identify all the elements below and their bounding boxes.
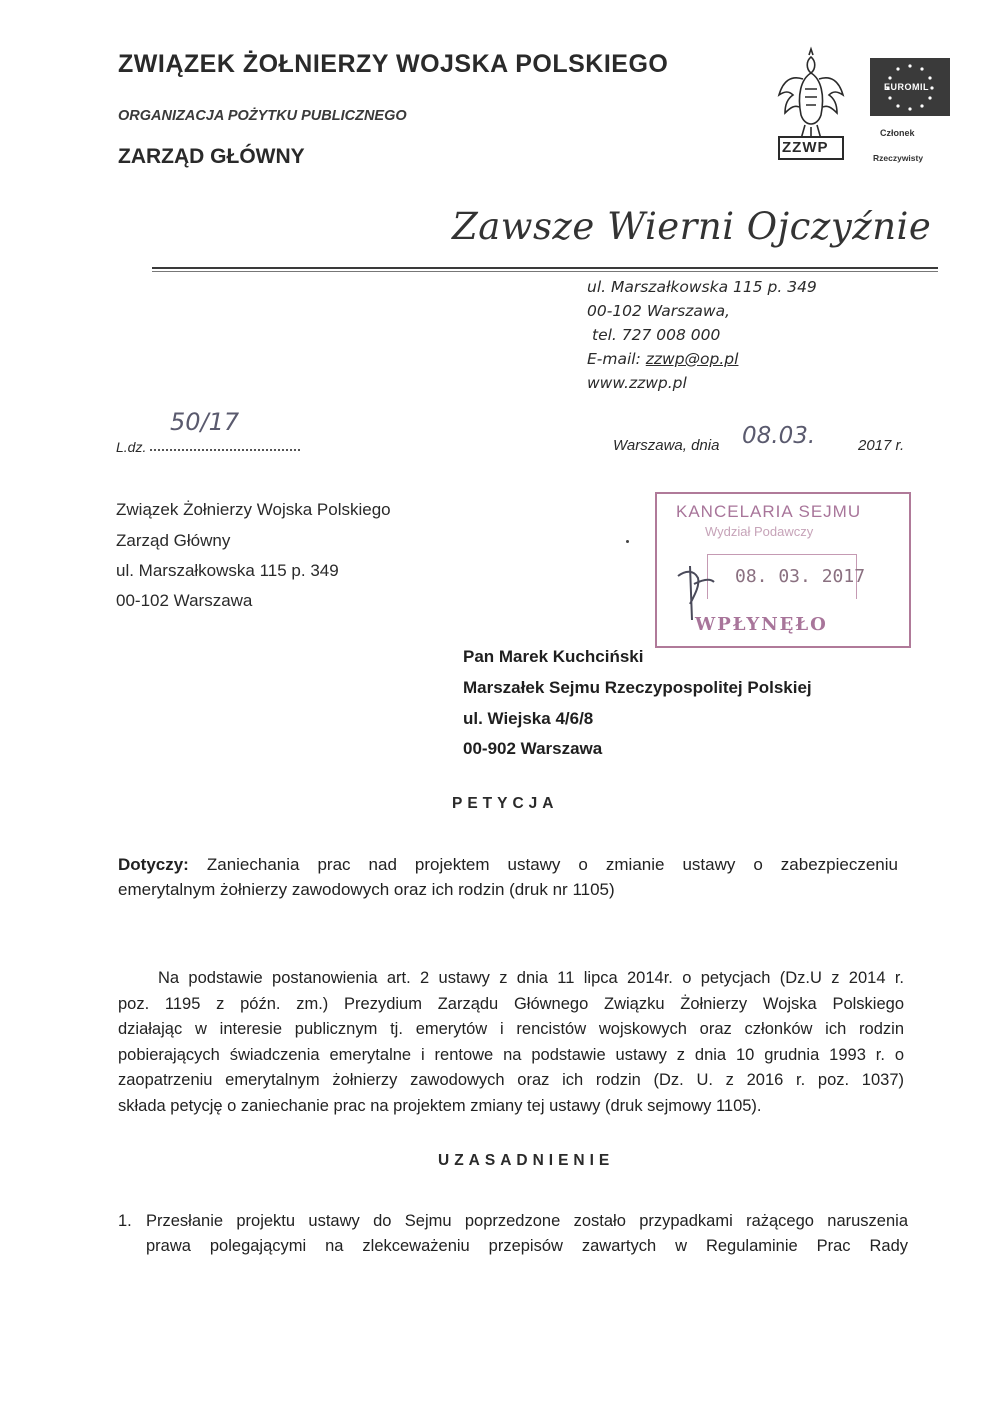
- euromil-logo: [870, 58, 950, 116]
- sender-line-3: ul. Marszałkowska 115 p. 349: [116, 561, 339, 580]
- date-year: 2017 r.: [858, 437, 905, 454]
- organization-name: ZWIĄZEK ŻOŁNIERZY WOJSKA POLSKIEGO: [118, 50, 669, 78]
- sender-line-1: Związek Żołnierzy Wojska Polskiego: [116, 500, 391, 519]
- point-line-2: prawa polegającymi na zlekceważeniu przepisów zawartych w Regulaminie Prac Rady: [146, 1237, 908, 1255]
- document-title: PETYCJA: [452, 795, 559, 812]
- member-sub-label: Rzeczywisty: [873, 153, 924, 163]
- euromil-text: EUROMIL: [884, 82, 929, 92]
- sender-line-2: Zarząd Główny: [116, 531, 231, 550]
- subject-text-2: emerytalnym żołnierzy zawodowych oraz ich rodzin (druk nr 1105): [118, 880, 615, 899]
- subject-line-1: [118, 852, 898, 877]
- stamp-office: KANCELARIA SEJMU: [676, 502, 862, 521]
- stamp-received: WPŁYNĘŁO: [695, 614, 828, 635]
- justification-heading: UZASADNIENIE: [438, 1152, 615, 1169]
- contact-phone: tel. 727 008 000: [592, 326, 721, 344]
- board-name: ZARZĄD GŁÓWNY: [118, 145, 305, 168]
- subject-block: [118, 852, 898, 902]
- body-line-3: działając w interesie publicznym tj. emerytów i rencistów wojskowych oraz członków ich rodzin: [118, 1020, 904, 1038]
- recipient-line-1: Pan Marek Kuchciński: [463, 647, 644, 666]
- contact-street: ul. Marszałkowska 115 p. 349: [587, 278, 817, 296]
- contact-email-row: [587, 350, 738, 368]
- recipient-line-4: 00-902 Warszawa: [463, 739, 603, 758]
- contact-postcode: 00-102 Warszawa,: [587, 302, 730, 320]
- contact-website[interactable]: www.zzwp.pl: [587, 374, 687, 392]
- recipient-line-3: ul. Wiejska 4/6/8: [463, 709, 594, 728]
- header-divider: [152, 267, 938, 269]
- date-handwritten: 08.03.: [742, 423, 816, 449]
- body-line-4: pobierających świadczenia emerytalne i rentowe na podstawie ustawy z dnia 10 grudnia 1993 r. o: [118, 1045, 904, 1064]
- contact-email-label: E-mail:: [587, 350, 641, 368]
- registry-stamp: [655, 492, 911, 648]
- subject-text-1: Zaniechania prac nad projektem ustawy o zmianie ustawy o zabezpieczeniu: [206, 855, 898, 874]
- contact-email-link[interactable]: zzwp@op.pl: [645, 350, 739, 368]
- subject-line-2: [118, 877, 898, 902]
- stamp-date: 08. 03. 2017: [735, 566, 866, 587]
- organization-type: ORGANIZACJA POŻYTKU PUBLICZNEGO: [118, 108, 407, 124]
- body-line-6: składa petycję o zaniechanie prac na projektem zmiany tej ustawy (druk sejmowy 1105).: [118, 1096, 762, 1115]
- sender-line-4: 00-102 Warszawa: [116, 591, 253, 610]
- point-line-1: Przesłanie projektu ustawy do Sejmu poprzedzone zostało przypadkami rażącego naruszenia: [146, 1212, 908, 1230]
- recipient-line-2: Marszałek Sejmu Rzeczypospolitej Polskiej: [463, 678, 812, 697]
- member-label: Członek: [880, 128, 915, 138]
- stamp-department: Wydział Podawczy: [705, 524, 814, 539]
- justification-point-1: [118, 1209, 908, 1259]
- header-divider-thin: [152, 271, 938, 272]
- reference-number: 50/17: [170, 408, 240, 436]
- body-line-1: Na podstawie postanowienia art. 2 ustawy z dnia 11 lipca 2014r. o petycjach (Dz.U z 2014 r.: [158, 969, 904, 987]
- body-line-2: poz. 1195 z późn. zm.) Prezydium Zarządu Głównego Związku Żołnierzy Wojska Polskiego: [118, 994, 904, 1013]
- subject-label: Dotyczy:: [118, 855, 189, 874]
- zzwp-logo-text: ZZWP: [782, 139, 829, 156]
- motto: Zawsze Wierni Ojczyźnie: [452, 205, 932, 248]
- petition-body: [118, 966, 904, 1119]
- handwritten-initials: [672, 556, 716, 626]
- date-label: Warszawa, dnia: [613, 437, 720, 454]
- point-number: 1.: [118, 1212, 132, 1230]
- reference-label: L.dz.: [116, 439, 147, 455]
- stray-dot: [626, 540, 629, 543]
- reference-dotted-line: [150, 437, 300, 451]
- body-line-5: zaopatrzeniu emerytalnym żołnierzy zawodowych oraz ich rodzin (Dz. U. z 2016 r. poz. 1037): [118, 1071, 904, 1089]
